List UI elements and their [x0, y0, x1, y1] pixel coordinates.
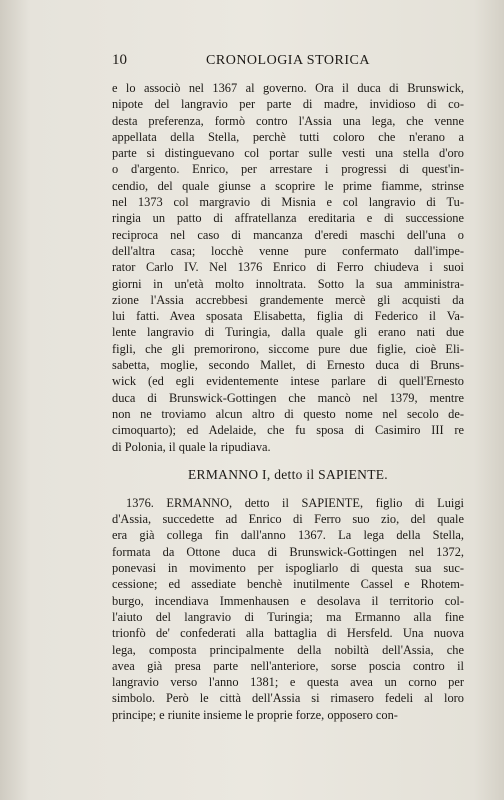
text-line: cendio, del quale giunse a scoprire le prime fiamme, strinse	[112, 178, 464, 193]
text-line: nipote del langravio per parte di madre, invidioso di co-	[112, 97, 464, 112]
page-body	[112, 80, 464, 723]
text-line: l'aiuto del langravio di Turingia; ma Ermanno alla fine	[112, 609, 464, 624]
text-line: formata da Ottone duca di Brunswick-Gottingen nel 1372,	[112, 544, 464, 559]
running-head: CRONOLOGIA STORICA	[206, 53, 370, 68]
text-line: principe; e riunite insieme le proprie forze, opposero con-	[112, 707, 398, 722]
page-header	[112, 52, 464, 69]
text-line: o d'argento. Enrico, per arrestare i progressi di quest'in-	[112, 162, 464, 177]
text-line: non ne troviamo alcun altro di questo nome nel secolo de-	[112, 406, 464, 421]
text-line: simbolo. Però le città dell'Assia si rimasero fedeli al loro	[112, 691, 464, 706]
text-line: ponevasi in movimento per ispogliarlo di questa sua suc-	[112, 561, 464, 576]
section-title: ERMANNO I, detto il SAPIENTE.	[188, 466, 388, 482]
text-line: di Polonia, il quale la ripudiava.	[112, 439, 271, 454]
text-line: reciproca nel caso di mancanza d'eredi maschi dell'una o	[112, 227, 464, 242]
text-line: dell'altra casa; locchè venne pure confermato dall'impe-	[112, 243, 464, 258]
text-line: langravio verso l'anno 1381; e questa avea un corno per	[112, 675, 464, 690]
text-line: figli, che gli premorirono, siccome pure due figlie, cioè Eli-	[112, 341, 464, 356]
text-line: 1376. ERMANNO, detto il SAPIENTE, figlio di Luigi	[126, 495, 464, 510]
text-line: wick (ed egli evidentemente intese parlare di quell'Ernesto	[112, 374, 464, 389]
text-line: desta preferenza, formò contro l'Assia una lega, che venne	[112, 113, 464, 128]
text-line: lega, composta principalmente della nobiltà dell'Assia, che	[112, 642, 464, 657]
text-line: cessione; ed assediate benchè inutilmente Cassel e Rhotem-	[112, 577, 464, 592]
text-line: parte si distinguevano col portar sulle vesti una stella d'oro	[112, 146, 464, 161]
text-line: appellata della Stella, perchè tutti coloro che n'erano a	[112, 129, 464, 144]
text-line: d'Assia, succedette ad Enrico di Ferro suo zio, del quale	[112, 512, 464, 527]
paragraph-hermann-wise	[112, 495, 464, 723]
text-line: cimoquarto); ed Adelaide, che fu sposa di Casimiro III re	[112, 423, 464, 438]
text-line: giorni in un'età molto innoltrata. Sotto la sua amministra-	[112, 276, 464, 291]
text-line: avea già presa parte nell'anteriore, sorse poscia contro il	[112, 658, 464, 673]
text-line: lui fatti. Avea sposata Elisabetta, figlia di Federico il Va-	[112, 309, 464, 324]
text-line: trionfò de' confederati alla battaglia di Hersfeld. Una nuova	[112, 626, 464, 641]
text-line: nel 1373 col margravio di Misnia e col langravio di Tu-	[112, 195, 464, 210]
text-line: e lo associò nel 1367 al governo. Ora il duca di Brunswick,	[112, 81, 464, 95]
page-number: 10	[112, 52, 127, 68]
text-line: ringia un patto di affratellanza ereditaria e di successione	[112, 211, 464, 226]
text-line: era già collega fin dall'anno 1367. La lega della Stella,	[112, 528, 464, 543]
text-line: burgo, incendiava Immenhausen e desolava il territorio col-	[112, 593, 464, 608]
text-line: duca di Brunswick-Gottingen che mancò nel 1379, mentre	[112, 390, 464, 405]
paragraph-henry-iron	[112, 80, 464, 455]
text-line: rator Carlo IV. Nel 1376 Enrico di Ferro chiudeva i suoi	[112, 260, 464, 275]
text-line: zione l'Assia accrebbesi grandemente mercè gli acquisti da	[112, 292, 464, 307]
text-line: lente langravio di Turingia, dalla quale gli erano nati due	[112, 325, 464, 340]
text-line: sabetta, moglie, secondo Mallet, di Ernesto duca di Bruns-	[112, 358, 464, 373]
